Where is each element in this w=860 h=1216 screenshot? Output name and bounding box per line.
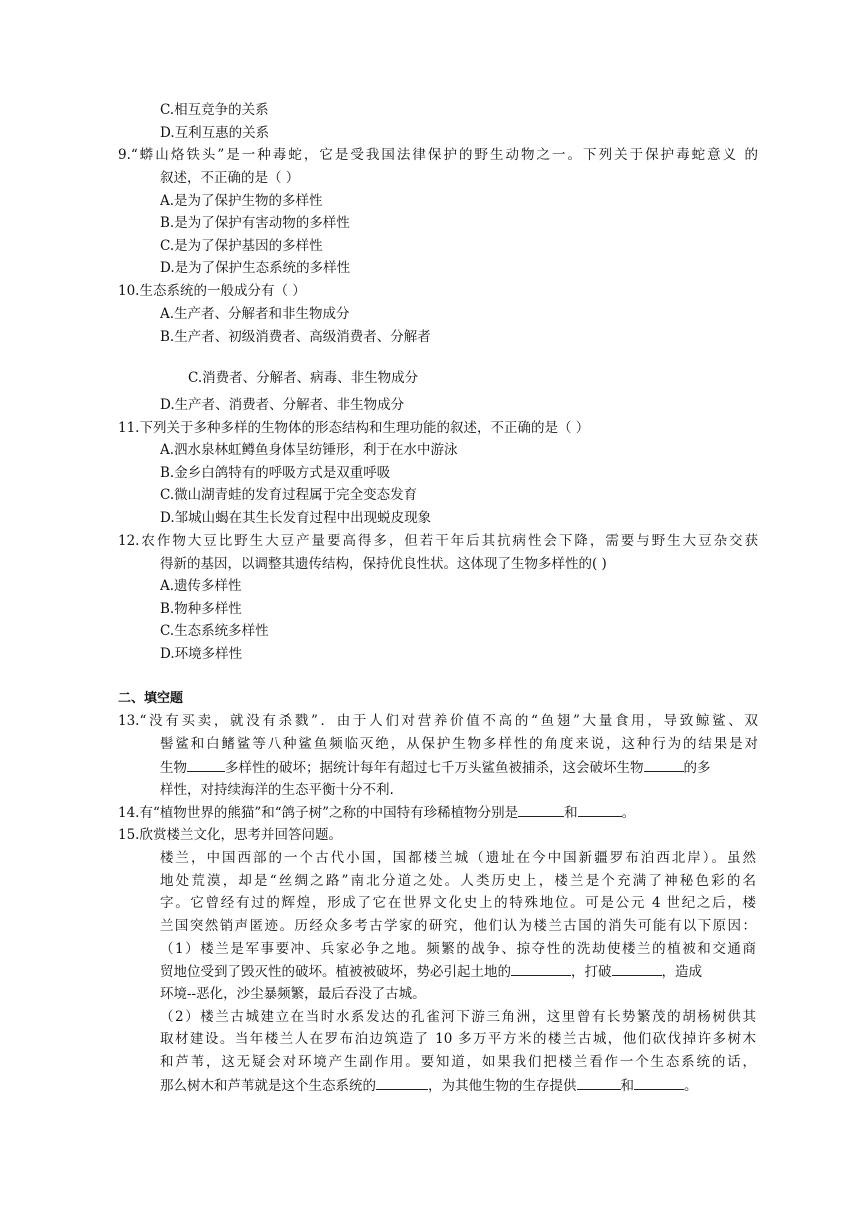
q13-line4: 样性，对持续海洋的生态平衡十分不利. (160, 782, 394, 798)
q12-stem-line2: 得新的基因，以调整其遗传结构，保持优良性状。这体现了生物多样性的( ) (160, 556, 607, 572)
q15-blank-4[interactable] (577, 1076, 621, 1090)
q13-line1: 13.“没有买卖，就没有杀戮”．由于人们对营养价值不高的“鱼翅”大量食用，导致鲸鲨、双 (118, 713, 758, 729)
q11-option-a: A.泗水泉林虹鳟鱼身体呈纺锤形，利于在水中游泳 (160, 442, 458, 458)
q12-option-b: B.物种多样性 (160, 601, 242, 617)
q15-sub2-part2: ，为其他生物的生存提供 (428, 1078, 577, 1094)
q15-sub1-part2: ，打破 (571, 964, 612, 980)
q13-line3-part1: 生物 (160, 760, 187, 776)
q15-sub1-line3: 环境--恶化，沙尘暴频繁，最后吞没了古城。 (160, 986, 426, 1002)
q15-sub2-line3: 和芦苇，这无疑会对环境产生副作用。要知道，如果我们把楼兰看作一个生态系统的话， (160, 1054, 756, 1070)
q10-option-c: C.消费者、分解者、病毒、非生物成分 (188, 370, 419, 386)
q15-blank-1[interactable] (511, 962, 571, 976)
q12-option-d: D.环境多样性 (160, 646, 243, 662)
q13-line3-part2: 多样性的破坏；据统计每年有超过七千万头鲨鱼被捕杀，这会破坏生物 (225, 760, 644, 776)
q11-option-b: B.金乡白鸽特有的呼吸方式是双重呼吸 (160, 465, 391, 481)
q13-blank-1[interactable] (187, 758, 225, 772)
q15-blank-2[interactable] (612, 962, 662, 976)
q8-option-d: D.互利互惠的关系 (160, 125, 270, 141)
q14-part3: 。 (621, 805, 636, 821)
q15-sub1-line1: （1）楼兰是军事要冲、兵家必争之地。频繁的战争、掠夺性的洗劫使楼兰的植被和交通商 (160, 941, 756, 957)
q13-line3-part3: 的多 (683, 760, 711, 776)
q15-sub2-line1: （2）楼兰古城建立在当时水系发达的孔雀河下游三角洲，这里曾有长势繁茂的胡杨树供其 (160, 1009, 756, 1025)
q15-sub1-part3: ，造成 (661, 964, 702, 980)
q15-sub2-part4: 。 (684, 1078, 698, 1094)
q15-sub1-part1: 贸地位受到了毁灭性的破坏。植被被破坏，势必引起土地的 (160, 964, 511, 980)
q15-title: 15.欣赏楼兰文化，思考并回答问题。 (118, 827, 342, 843)
q9-stem-line1: 9.“蟒山烙铁头”是一种毒蛇，它是受我国法律保护的野生动物之一。下列关于保护毒蛇意义 的 (118, 147, 758, 163)
q14-part1: 14.有“植物世界的熊猫”和“鸽子树”之称的中国特有珍稀植物分别是 (118, 805, 519, 821)
section-heading-fill-in: 二、填空题 (118, 691, 184, 706)
q10-option-a: A.生产者、分解者和非生物成分 (160, 306, 350, 322)
q11-option-c: C.微山湖青蛙的发育过程属于完全变态发育 (160, 487, 418, 503)
q14-blank-1[interactable] (518, 803, 564, 817)
q13-blank-2[interactable] (644, 758, 684, 772)
q15-sub2-line4 (160, 1076, 698, 1095)
q12-stem-line1: 12.农作物大豆比野生大豆产量要高得多，但若干年后其抗病性会下降，需要与野生大豆杂交获 (118, 533, 758, 549)
q9-option-d: D.是为了保护生态系统的多样性 (160, 260, 351, 276)
q12-option-a: A.遗传多样性 (160, 578, 242, 594)
q11-option-d: D.邹城山蝎在其生长发育过程中出现蜕皮现象 (160, 510, 432, 526)
q15-sub1-line2 (160, 962, 702, 981)
q15-paragraph-line2: 地处荒漠，却是“丝绸之路”南北分道之处。人类历史上，楼兰是个充满了神秘色彩的名 (160, 873, 756, 889)
q15-paragraph-line1: 楼兰，中国西部的一个古代小国，国都楼兰城（遗址在今中国新疆罗布泊西北岸）。虽然 (160, 850, 756, 866)
q9-stem-line2: 叙述，不正确的是（ ） (160, 170, 300, 186)
q15-sub2-part3: 和 (620, 1078, 634, 1094)
q11-stem: 11.下列关于多种多样的生物体的形态结构和生理功能的叙述，不正确的是（ ） (118, 420, 590, 436)
q9-option-c: C.是为了保护基因的多样性 (160, 238, 323, 254)
q15-paragraph-line4: 兰国突然销声匿迹。历经众多考古学家的研究，他们认为楼兰古国的消失可能有以下原因： (160, 918, 756, 934)
q15-sub2-line2: 取材建设。当年楼兰人在罗布泊边筑造了 10 多万平方米的楼兰古城，他们砍伐掉许多树木 (160, 1031, 756, 1047)
q15-paragraph-line3: 字。它曾经有过的辉煌，形成了它在世界文化史上的特殊地位。可是公元 4 世纪之后，楼 (160, 895, 756, 911)
q14-part2: 和 (564, 805, 578, 821)
q15-blank-5[interactable] (634, 1076, 684, 1090)
q8-option-c: C.相互竞争的关系 (160, 102, 269, 118)
q10-stem: 10.生态系统的一般成分有（ ） (118, 283, 306, 299)
q15-blank-3[interactable] (376, 1076, 428, 1090)
q14-blank-2[interactable] (578, 803, 622, 817)
q9-option-a: A.是为了保护生物的多样性 (160, 193, 323, 209)
q10-option-d: D.生产者、消费者、分解者、非生物成分 (160, 397, 405, 413)
q10-option-b: B.生产者、初级消费者、高级消费者、分解者 (160, 329, 431, 345)
q13-line2: 髻鲨和白鳍鲨等八种鲨鱼频临灭绝，从保护生物多样性的角度来说，这种行为的结果是对 (160, 736, 758, 752)
q14-line (118, 803, 635, 822)
q15-sub2-part1: 那么树木和芦苇就是这个生态系统的 (160, 1078, 376, 1094)
q12-option-c: C.生态系统多样性 (160, 623, 269, 639)
q13-line3 (160, 758, 711, 777)
q9-option-b: B.是为了保护有害动物的多样性 (160, 215, 350, 231)
